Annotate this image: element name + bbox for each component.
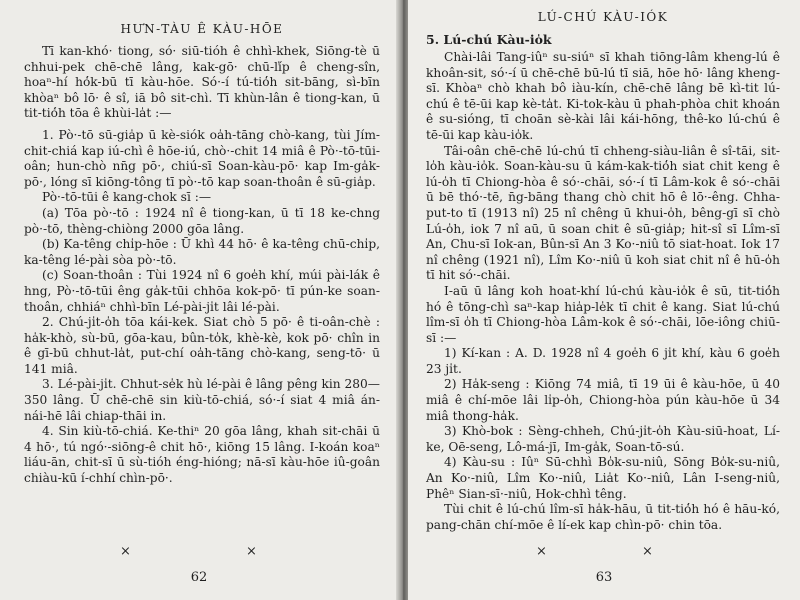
right-list-4: 4) Kàu-su : Iûⁿ Sū-chhì Bo̍k-su-niû, Sōng Bo̍k-su-niû, An Ko·-niû, Lîm Ko·-niû, Lia̍t Ko·-niû, Lân I-seng-niû, Phêⁿ Sian-sī·-niû, Hok-chhì têng. [426,455,780,501]
right-paragraph-2: Tâi-oân chē-chē lú-chú tī chheng-siàu-liân ê sî-tāi, sit-lo̍h kàu-io̍k. Soan-kàu-su ū kám-kak-tió̍h siat chit keng ê lú-o̍h tī Chiong-hòa ê só·-chāi, só·-í tī Lâm-kok ê só·-chāi ū bē thó·-tē, n̄g-bāng thang chò chit hō ê lō·-êng. Chha-put-to tī (1913 nî) 25 nî chêng ū khui-o̍h, bêng-gī sī chò Lú-o̍h, iok 7 nî aū, ū soan chit ê sū-gia̍p; hit-sî sī Lîm-sī An, Chu-sī Iok-an, Bûn-sī An 3 Ko·-niû tō siat-hoat. Iok 17 nî chêng (1921 nî), Lîm Ko·-niû ū koh siat chit nî ê hū-o̍h tī hit só·-chāi. [426,143,780,283]
right-list-2: 2) Ha̍k-seng : Kiōng 74 miâ, tī 19 ūi ê kàu-hōe, ū 40 miâ ê chí-mōe lâi li̍p-o̍h, Chiong-hòa pún kàu-hōe ū 34 miâ thong-ha̍k. [426,377,780,423]
right-footer [408,544,800,586]
running-head-right: LÚ-CHÚ KÀU-IÓK [537,10,669,24]
left-page [0,0,398,600]
page-number-left: 62 [190,570,208,585]
footer-mark-right-2: × [642,544,653,559]
right-paragraph-3: I-aū ū lâng koh hoat-khí lú-chú kàu-io̍k ê sū, tit-tió̍h hó ê tōng-chì saⁿ-kap hia̍p-le̍k tī chit ê kang. Siat lú-chú lîm-sī o̍h tī Chiong-hòa Lâm-kok ê só·-chāi, lōe-iông chiū-sī :— [426,283,780,345]
footer-mark-left-2: × [246,544,257,559]
section-title: 5. Lú-chú Kàu-io̍k [426,32,552,47]
right-paragraph-1: Chài-lâi Tang-iûⁿ su-siúⁿ sī khah tiōng-lâm kheng-lú ê khoân-sit, só·-í ū chē-chē bū-lú tī siā, hōe hō· lâng kheng-sī. Khòaⁿ chò khah bô iàu-kín, chē-chē lâng bē kì-tit lú-chú ê tē-ūi kap kè-ta̍t. Ki-tok-kàu ū phah-phòa chit khoán ê su-sióng, tī choān sè-kài lâi kái-hōng, thê-ko lú-chú ê tē-ūi kap kàu-io̍k. [426,50,780,142]
running-head-left: HƯN-TÀU Ê KÀU-HŌE [120,22,284,36]
footer-mark-left-1: × [120,544,131,559]
item-c: (c) Soan-thoân : Tùi 1924 nî 6 goe̍h khí, múi pài-lák ê hng, Pò·-tō-tūi êng ga̍k-tūi chhōa kok-pō· tī pún-ke soan-thoân, chhiáⁿ chhì-bīn Lé-pài-ji̍t lâi lé-pài. [24,268,380,314]
page-number-right: 63 [595,570,613,585]
right-paragraph-4: Tùi chit ê lú-chú lîm-sī ha̍k-hāu, ū tit-tió̍h hó ê hāu-kó, pang-chān chí-mōe ê lí-ek kap chìn-pō· chin tōa. [426,502,780,532]
item-1: 1. Pò·-tō sū-gia̍p ū kè-siók oa̍h-tāng chò-kang, tùi Jím-chit-chiá kap iú-chì ê hōe-iú, chò·-chit 14 miâ ê Pò·-tō-tūi-oân; hun-chò nn̄g pō·, chiú-sī Soan-kàu-pō· kap Im-ga̍k-pō·, lóng sī kiōng-tông tī pò·-tō kap soan-thoân ê sū-gia̍p. [24,127,380,189]
item-3: 3. Lé-pài-ji̍t. Chhut-se̍k hù lé-pài ê lâng pêng kin 280—350 lâng. Ū chē-chē sin kiù-tō-chiá, só·-í siat 4 miâ án-nái-hē lâi chiap-thāi in. [24,377,380,423]
item-1-subhead: Pò·-tō-tūi ê kang-chok sī :— [42,190,212,205]
footer-mark-right-1: × [536,544,547,559]
item-b: (b) Ka-têng chi̍p-hōe : Ū khì 44 hō· ê ka-têng chū-chi̍p, ka-têng lé-pài sòa pò·-tō. [24,237,380,267]
right-list-3: 3) Khò-bok : Sèng-chheh, Chú-ji̍t-o̍h Kàu-siū-hoat, Lí-ke, Oē-seng, Lô-má-jī, Im-ga̍k, Soan-tō-sú. [426,424,780,454]
item-4: 4. Sin kiù-tō-chiá. Ke-thiⁿ 20 gōa lâng, khah sit-chāi ū 4 hō·, tú ngó·-siōng-ê chit hō·, kiōng 15 lâng. I-koán koaⁿ liáu-ān, chit-sī ū sù-tióh éng-hióng; nā-sī kàu-hōe iû-goân chiàu-kū í-chhí chìn-pō·. [24,424,380,486]
item-a: (a) Tōa pò·-tō : 1924 nî ê tiong-kan, ū tī 18 ke-chng pò·-tō, thèng-chiòng 2000 gōa lâng. [24,205,380,236]
item-2: 2. Chú-ji̍t-o̍h tōa kái-kek. Siat chò 5 pō· ê ti-oân-chè : ha̍k-khò, sù-bū, gōa-kau, bûn-to̍k, khè-kè, kok pō· chîn in ê gī-bū chhut-la̍t, put-chí oa̍h-tāng chò-kang, seng-tō· ū 141 miâ. [24,315,380,376]
right-page [408,0,800,600]
intro-paragraph: Tī kan-khó· tiong, só· siū-tióh ê chhì-khek, Siōng-tè ū chhui-pek chē-chē lâng, kak-gō· chū-lí̍p ê cheng-sîn, hoaⁿ-hí hó̍k-bū tī kàu-hōe. Só·-í tú-tió̍h sit-bāng, sì-bīn khòaⁿ bô lō· ê sî, iā bô sit-chì. Tī khùn-lân ê tiong-kan, ū tit-tió̍h tōa ê khùi-la̍t :— [24,44,380,121]
right-list-1: 1) Kí-kan : A. D. 1928 nî 4 goe̍h 6 ji̍t khí, kàu 6 goe̍h 23 ji̍t. [426,346,780,376]
left-footer [0,544,398,586]
